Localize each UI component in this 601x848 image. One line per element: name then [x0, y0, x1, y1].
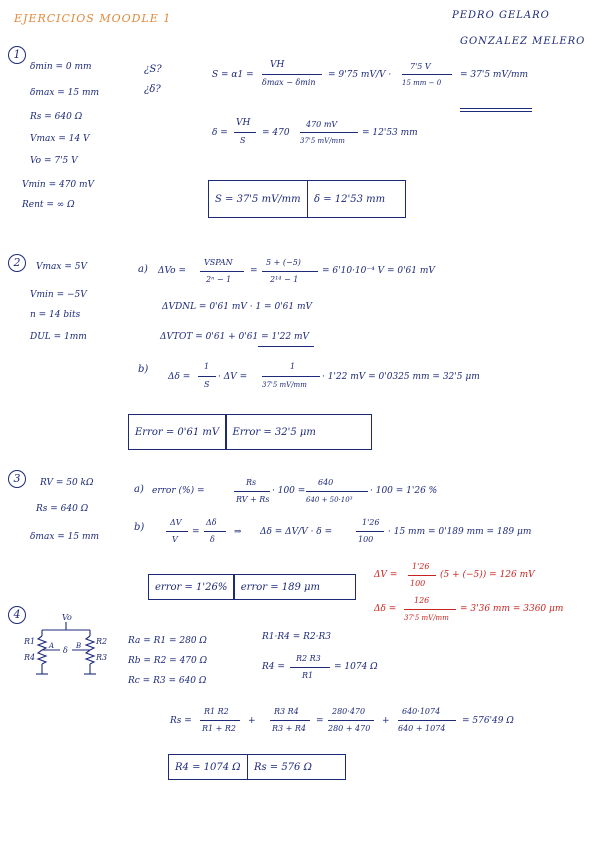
ex2-a-label: a) [138, 264, 148, 275]
ex2-b-mid: · ΔV = [218, 372, 248, 382]
ex4-bridge-condition: R1·R4 = R2·R3 [262, 632, 331, 642]
ex1-s-lhs: S = α1 = [212, 70, 254, 80]
ex3-b-den3: 100 [358, 535, 374, 544]
circuit-label-r1: R1 [24, 637, 36, 646]
ex3-a-result: · 100 = 1'26 % [370, 486, 438, 496]
ex4-rs-den3: 280 + 470 [328, 724, 371, 733]
circuit-label-r3: R3 [96, 653, 108, 662]
ex4-result-box [168, 754, 346, 780]
value-item: Rc = R3 = 640 Ω [128, 676, 207, 686]
circuit-label-a: A [49, 642, 55, 650]
ex4-rs-den2: R3 + R4 [272, 724, 307, 733]
correction-dd-num: 126 [414, 596, 430, 605]
ex4-rs-eq: = [316, 716, 324, 726]
ex4-box-r4: R4 = 1074 Ω [175, 761, 241, 773]
value-item: Rb = R2 = 470 Ω [128, 656, 208, 666]
ex3-b-arrow: ⇒ [234, 527, 242, 537]
given-item: Vmin = 470 mV [22, 180, 95, 190]
correction-dv-result: (5 + (−5)) = 126 mV [440, 570, 535, 580]
ex2-a-result: = 6'10·10⁻⁴ V = 0'61 mV [322, 266, 435, 276]
ex3-a-mid: · 100 = [272, 486, 306, 496]
author-line-2: GONZALEZ MELERO [460, 36, 586, 47]
given-item: Vmax = 5V [36, 262, 87, 272]
circuit-label-delta: δ [63, 646, 68, 655]
ex4-r4-num: R2 R3 [296, 654, 321, 663]
ex4-rs-lhs: Rs = [170, 716, 192, 726]
value-item: Ra = R1 = 280 Ω [128, 636, 207, 646]
ex3-b-label: b) [134, 522, 145, 533]
question-delta: ¿δ? [144, 84, 161, 95]
ex4-rs-num3: 280·470 [332, 707, 366, 716]
ex3-b-f2-num: Δδ [206, 518, 217, 527]
given-item: Vmax = 14 V [30, 134, 90, 144]
exercise-number-4: 4 [8, 606, 26, 624]
ex4-rs-den1: R1 + R2 [202, 724, 237, 733]
ex2-a-tot: ΔVTOT = 0'61 + 0'61 = 1'22 mV [160, 332, 310, 342]
ex3-a-num: Rs [246, 478, 257, 487]
ex2-box-voltage: Error = 0'61 mV [135, 426, 220, 438]
ex1-d-lhs: δ = [212, 128, 228, 138]
ex3-b-eq: = [192, 527, 200, 537]
given-item: Vo = 7'5 V [30, 156, 78, 166]
ex1-result-box [208, 180, 406, 218]
exercise-number-2: 2 [8, 254, 26, 272]
ex4-rs-plus2: + [382, 716, 390, 726]
given-item: RV = 50 kΩ [40, 478, 94, 488]
ex2-a-den2: 2¹⁴ − 1 [270, 275, 299, 284]
ex1-s-mid: = 9'75 mV/V · [328, 70, 392, 80]
ex2-a-lhs: ΔVo = [158, 266, 186, 276]
circuit-label-r2: R2 [96, 637, 108, 646]
page-title: EJERCICIOS MOODLE 1 [14, 12, 172, 25]
given-item: δmax = 15 mm [30, 532, 100, 542]
circuit-label-vo: Vo [62, 613, 72, 622]
ex2-box-distance: Error = 32'5 μm [232, 426, 316, 438]
ex1-d-den: S [240, 136, 246, 145]
exercise-number-1: 1 [8, 46, 26, 64]
ex4-rs-result: = 576'49 Ω [462, 716, 514, 726]
ex1-d-mid: = 470 [262, 128, 290, 138]
ex3-b-f1-num: ΔV [170, 518, 182, 527]
ex4-rs-den4: 640 + 1074 [398, 724, 446, 733]
ex4-rs-plus: + [248, 716, 256, 726]
circuit-label-r4: R4 [24, 653, 36, 662]
ex2-b-den: S [204, 380, 210, 389]
correction-dd-lhs: Δδ = [374, 604, 397, 614]
ex2-b-result: · 1'22 mV = 0'0325 mm = 32'5 μm [322, 372, 480, 382]
given-item: Rent = ∞ Ω [22, 200, 75, 210]
given-item: Rs = 640 Ω [30, 112, 83, 122]
ex2-a-mid: = [250, 266, 258, 276]
ex4-r4-lhs: R4 = [262, 662, 285, 672]
ex3-result-box [148, 574, 356, 600]
ex3-a-label: a) [134, 484, 144, 495]
ex1-s-result: = 37'5 mV/mm [460, 70, 529, 80]
ex1-d-num: VH [236, 118, 251, 128]
correction-dv-den: 100 [410, 579, 426, 588]
ex4-rs-num4: 640·1074 [402, 707, 441, 716]
ex2-a-den: 2ⁿ − 1 [206, 275, 232, 284]
ex2-a-num: VSPAN [204, 258, 233, 267]
ex3-b-f1-den: V [172, 535, 178, 544]
correction-dd-result: = 3'36 mm = 3360 μm [460, 604, 564, 614]
correction-dv-lhs: ΔV = [374, 570, 398, 580]
question-s: ¿S? [144, 64, 162, 75]
given-item: n = 14 bits [30, 310, 81, 320]
ex4-r4-den: R1 [302, 671, 314, 680]
ex3-a-num2: 640 [318, 478, 334, 487]
ex2-a-dnl: ΔVDNL = 0'61 mV · 1 = 0'61 mV [162, 302, 312, 312]
ex1-d-result: = 12'53 mm [362, 128, 418, 138]
given-item: δmax = 15 mm [30, 88, 100, 98]
ex4-rs-num2: R3 R4 [274, 707, 299, 716]
ex3-box-percent: error = 1'26% [155, 581, 228, 593]
ex1-d-den2: 37'5 mV/mm [300, 137, 345, 145]
author-line-1: PEDRO GELARO [452, 10, 550, 21]
ex4-box-rs: Rs = 576 Ω [253, 761, 312, 773]
ex2-a-num2: 5 + (−5) [266, 258, 301, 267]
given-item: DUL = 1mm [30, 332, 87, 342]
ex3-a-lhs: error (%) = [152, 486, 205, 496]
correction-dv-num: 1'26 [412, 562, 430, 571]
ex3-b-rest: Δδ = ΔV/V · δ = [260, 527, 333, 537]
ex3-a-den: RV + Rs [236, 495, 270, 504]
ex2-result-box [128, 414, 372, 450]
ex3-b-f2-den: δ [210, 535, 215, 544]
ex2-b-num2: 1 [290, 362, 296, 371]
ex1-s-num: VH [270, 60, 285, 70]
given-item: Vmin = −5V [30, 290, 87, 300]
ex3-a-den2: 640 + 50·10³ [306, 496, 353, 504]
given-item: δmin = 0 mm [30, 62, 92, 72]
given-item: Rs = 640 Ω [36, 504, 89, 514]
ex2-b-label: b) [138, 364, 149, 375]
ex4-rs-num1: R1 R2 [204, 707, 229, 716]
ex1-s-den2: 15 mm − 0 [402, 79, 442, 87]
ex3-box-distance: error = 189 μm [240, 581, 321, 593]
ex1-d-num2: 470 mV [306, 120, 338, 129]
correction-dd-den: 37'5 mV/mm [404, 614, 449, 622]
ex2-b-num: 1 [204, 362, 210, 371]
ex4-r4-result: = 1074 Ω [334, 662, 378, 672]
ex2-b-lhs: Δδ = [168, 372, 191, 382]
exercise-number-3: 3 [8, 470, 26, 488]
ex1-box-delta: δ = 12'53 mm [314, 193, 386, 205]
ex1-s-num2: 7'5 V [410, 62, 431, 71]
ex2-b-den2: 37'5 mV/mm [262, 381, 307, 389]
ex1-s-den: δmax − δmin [262, 78, 316, 87]
ex1-box-s: S = 37'5 mV/mm [215, 193, 301, 205]
ex3-b-num3: 1'26 [362, 518, 380, 527]
bridge-circuit-diagram [16, 612, 120, 682]
ex3-b-result: · 15 mm = 0'189 mm = 189 μm [388, 527, 532, 537]
circuit-label-b: B [76, 642, 82, 650]
